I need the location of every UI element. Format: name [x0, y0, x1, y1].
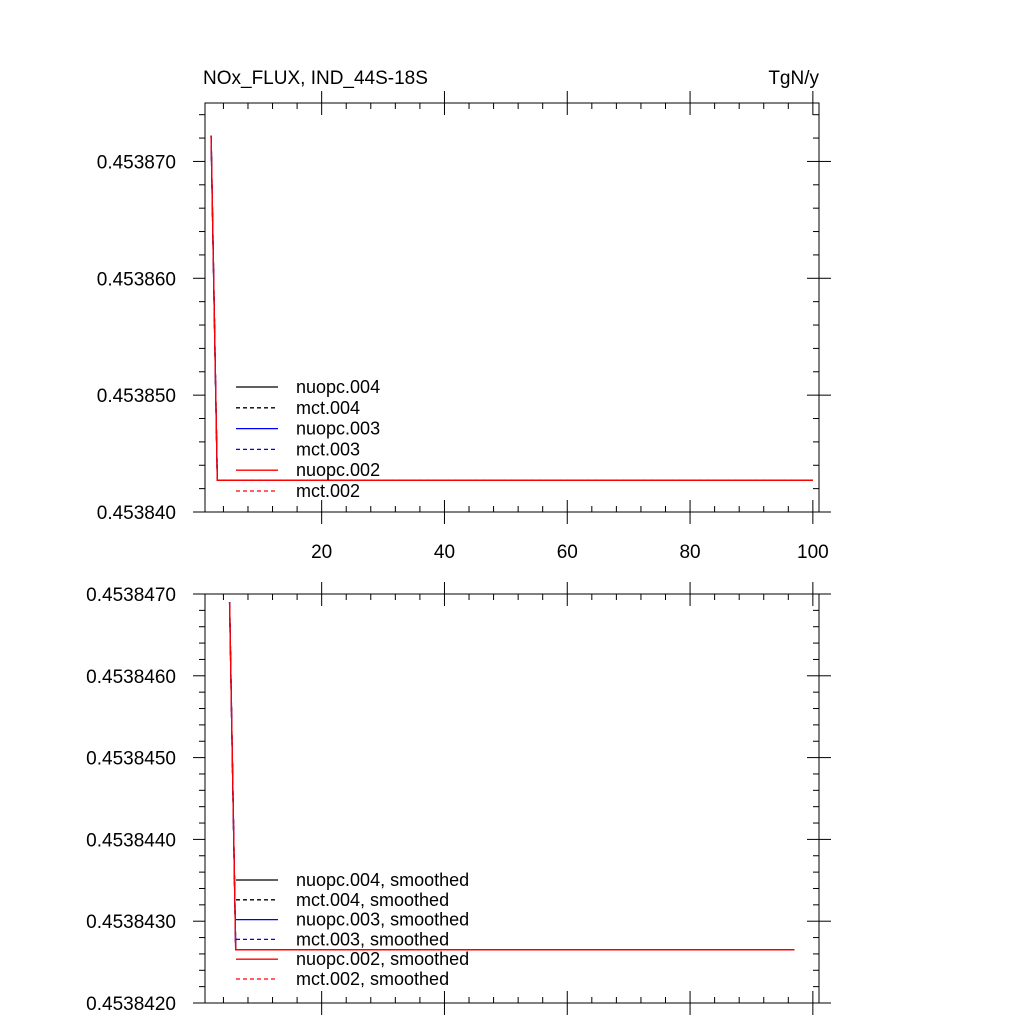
- legend-label: mct.003: [296, 439, 361, 460]
- chart-title: NOx_FLUX, IND_44S-18S: [203, 68, 428, 89]
- legend-label: nuopc.003, smoothed: [296, 909, 470, 930]
- x-tick-label: 40: [433, 542, 456, 563]
- y-tick-label: 0.453840: [96, 503, 176, 524]
- y-tick-label: 0.4538440: [86, 830, 176, 852]
- x-tick-label: 100: [797, 542, 829, 563]
- legend-label: mct.004, smoothed: [296, 889, 450, 910]
- top-panel: [97, 68, 831, 563]
- legend-label: nuopc.003: [296, 418, 381, 439]
- y-tick-label: 0.453850: [96, 386, 176, 408]
- legend-label: mct.004: [296, 397, 361, 418]
- legend-label: nuopc.002, smoothed: [296, 949, 470, 970]
- legend: [236, 377, 380, 501]
- legend-label: mct.002: [296, 481, 361, 501]
- legend-label: nuopc.002: [296, 460, 381, 481]
- legend-label: mct.003, smoothed: [296, 929, 450, 950]
- legend-label: nuopc.004, smoothed: [296, 870, 470, 890]
- x-tick-label: 60: [556, 542, 578, 563]
- x-tick-label: 20: [311, 542, 333, 563]
- legend-label: mct.002, smoothed: [296, 969, 450, 989]
- y-tick-label: 0.453870: [96, 152, 176, 174]
- x-tick-label: 80: [679, 542, 701, 563]
- bottom-panel: [86, 582, 831, 1015]
- y-tick-label: 0.4538450: [86, 748, 176, 770]
- y-tick-label: 0.4538470: [86, 585, 176, 606]
- y-tick-label: 0.4538420: [86, 994, 176, 1015]
- tick-marks: [97, 91, 831, 563]
- y-tick-label: 0.453860: [96, 269, 176, 291]
- y-tick-label: 0.4538460: [86, 666, 176, 688]
- units-label: TgN/y: [768, 68, 819, 89]
- legend-label: nuopc.004: [296, 377, 381, 397]
- legend-smoothed: [236, 870, 469, 989]
- y-tick-label: 0.4538430: [86, 912, 176, 934]
